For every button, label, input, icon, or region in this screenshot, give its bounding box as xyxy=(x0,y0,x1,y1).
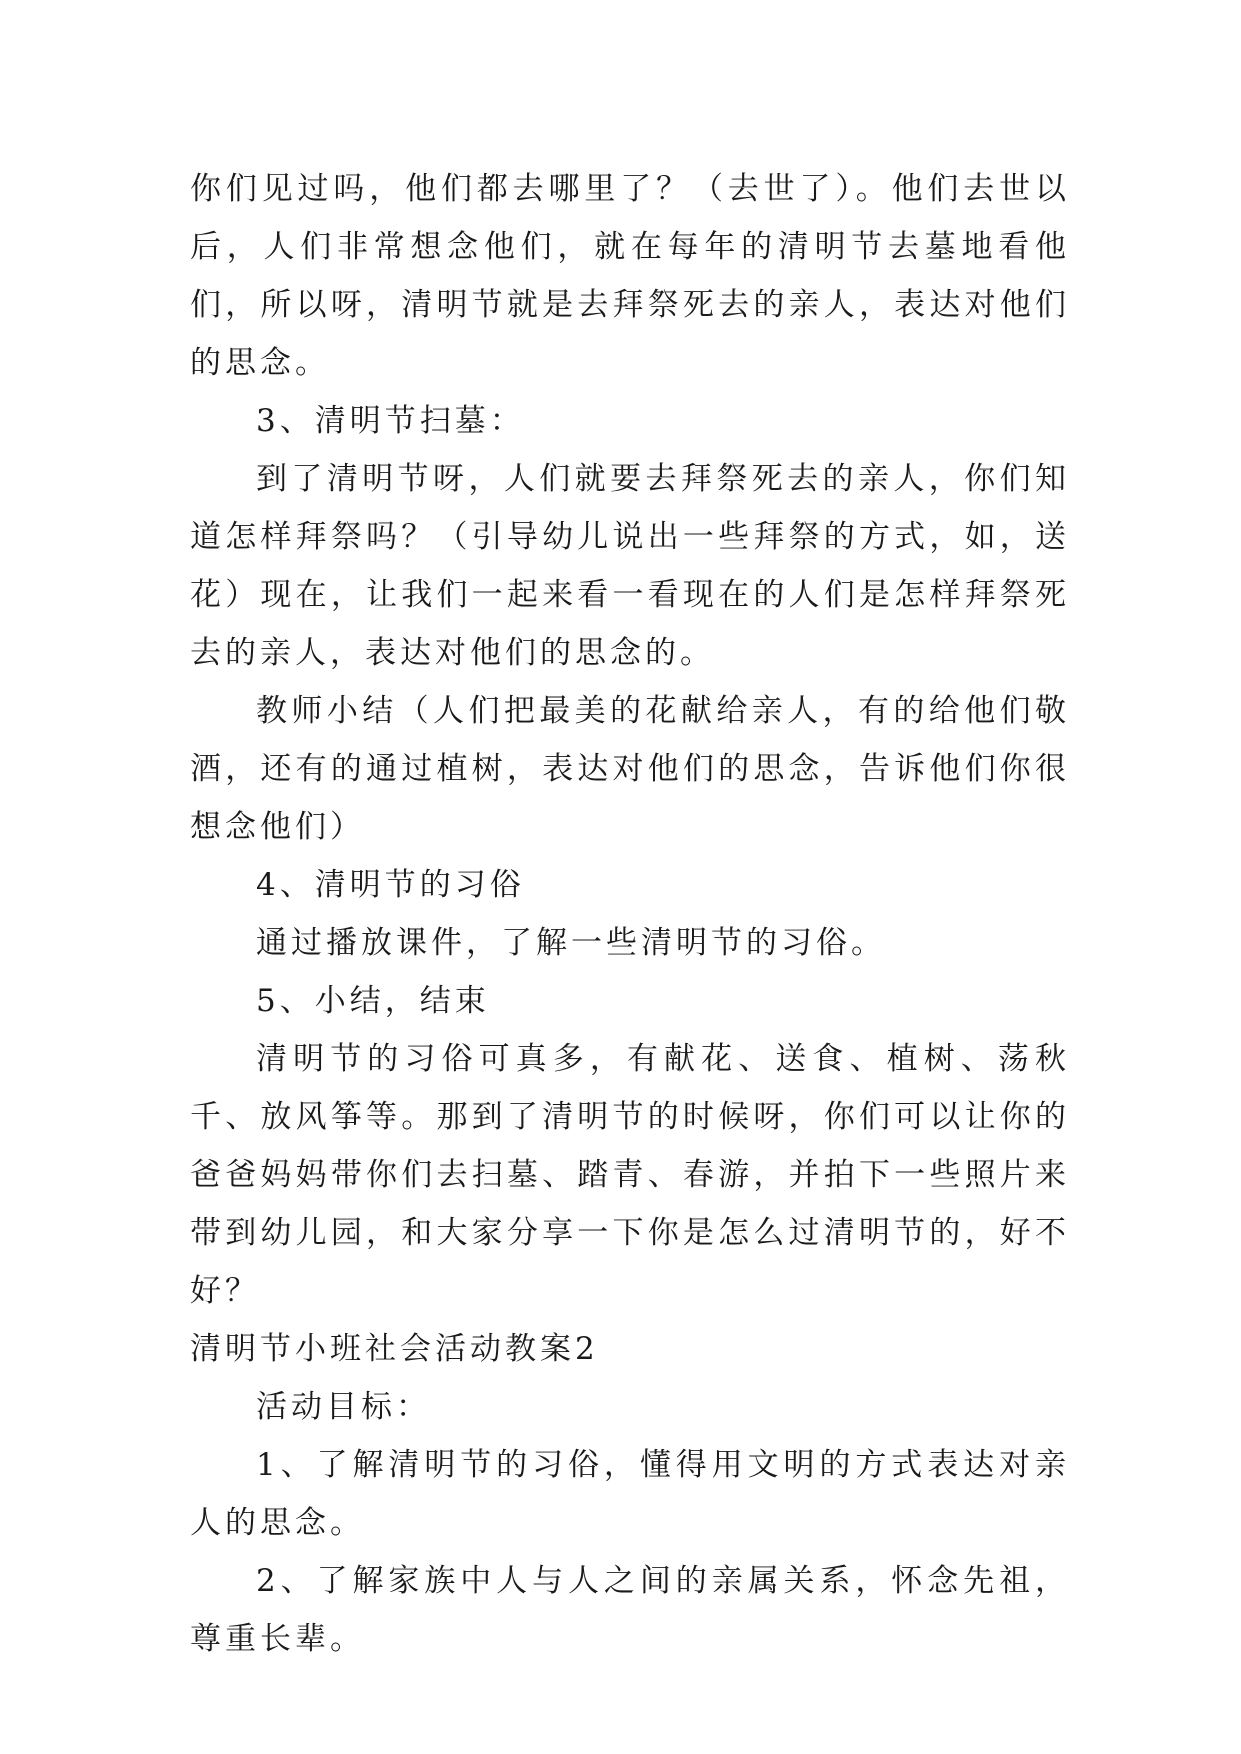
lesson-plan-title: 清明节小班社会活动教案2 xyxy=(190,1331,599,1367)
paragraph-courseware: 通过播放课件，了解一些清明节的习俗。 xyxy=(256,925,886,961)
document-body xyxy=(190,160,1070,1668)
paragraph-continuation: 你们见过吗，他们都去哪里了？（去世了）。他们去世以后，人们非常想念他们，就在每年的清明节去墓地看他们，所以呀，清明节就是去拜祭死去的亲人，表达对他们的思念。 xyxy=(190,171,1070,381)
activity-goals-heading: 活动目标： xyxy=(256,1389,431,1425)
section-3-heading: 3、清明节扫墓： xyxy=(256,403,525,439)
section-5-heading: 5、小结，结束 xyxy=(256,983,490,1019)
paragraph-worship: 到了清明节呀，人们就要去拜祭死去的亲人，你们知道怎样拜祭吗？（引导幼儿说出一些拜祭的方式，如，送花）现在，让我们一起来看一看现在的人们是怎样拜祭死去的亲人，表达对他们的思念的。 xyxy=(190,461,1070,671)
paragraph-teacher-summary: 教师小结（人们把最美的花献给亲人，有的给他们敬酒，还有的通过植树，表达对他们的思念，告诉他们你很想念他们） xyxy=(190,693,1070,845)
goal-2: 2、了解家族中人与人之间的亲属关系，怀念先祖，尊重长辈。 xyxy=(190,1563,1070,1657)
section-4-heading: 4、清明节的习俗 xyxy=(256,867,525,903)
goal-1: 1、了解清明节的习俗，懂得用文明的方式表达对亲人的思念。 xyxy=(190,1447,1070,1541)
paragraph-customs: 清明节的习俗可真多，有献花、送食、植树、荡秋千、放风筝等。那到了清明节的时候呀，你们可以让你的爸爸妈妈带你们去扫墓、踏青、春游，并拍下一些照片来带到幼儿园，和大家分享一下你是怎么过清明节的，好不好？ xyxy=(190,1041,1070,1309)
